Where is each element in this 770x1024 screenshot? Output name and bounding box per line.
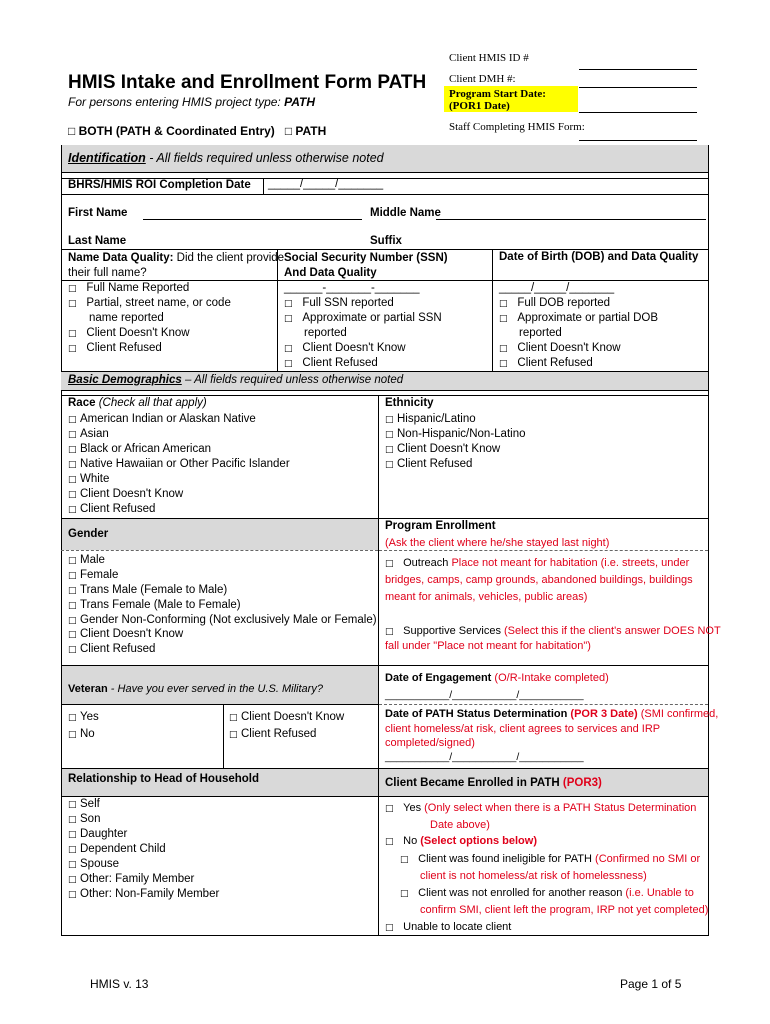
outreach-note-2: bridges, camps, camp grounds, abandoned buildings, buildings (385, 574, 693, 586)
rel-opt-spouse[interactable]: □ Spouse (68, 858, 120, 870)
program-enrollment-note: (Ask the client where he/she stayed last night) (385, 537, 610, 549)
footer-version: HMIS v. 13 (90, 977, 149, 991)
dob-heading: Date of Birth (DOB) and Data Quality (499, 251, 699, 263)
ssn-field[interactable]: ______-_______-_______ (284, 282, 420, 294)
gender-opt-transfemale[interactable]: □ Trans Female (Male to Female) (68, 599, 241, 611)
name-quality-heading: Name Data Quality: Did the client provide their full name? (68, 252, 285, 279)
enroll-opt-supportive[interactable]: □ Supportive Services (Select this if the client's answer DOES NOT (385, 625, 721, 637)
gender-opt-dontknow[interactable]: □ Client Doesn't Know (68, 628, 184, 640)
eth-opt-refused[interactable]: □ Client Refused (385, 458, 473, 470)
project-type-checks (68, 124, 326, 138)
notenrolled-note-2: confirm SMI, client left the program, IRP not yet completed) (420, 904, 709, 916)
race-opt-black[interactable]: □ Black or African American (68, 443, 212, 455)
enrolled-opt-notenrolled[interactable]: □ Client was not enrolled for another reason (i.e. Unable to (400, 887, 694, 899)
path-status-heading: Date of PATH Status Determination (POR 3 Date) (SMI confirmed, (385, 708, 719, 720)
ssn-opt-approx-cont: reported (304, 327, 347, 339)
demographics-heading: Basic Demographics – All fields required unless otherwise noted (68, 374, 404, 386)
gender-opt-nonconforming[interactable]: □ Gender Non-Conforming (Not exclusively Male or Female) (68, 614, 377, 626)
check-both-label: BOTH (PATH & Coordinated Entry) (78, 124, 275, 138)
check-path-label: PATH (295, 124, 327, 138)
engagement-date-field[interactable]: ___________/___________/___________ (385, 689, 584, 701)
path-status-note-2: client homeless/at risk, client agrees to services and IRP (385, 723, 661, 735)
path-status-date-field[interactable]: ___________/___________/___________ (385, 751, 584, 763)
veteran-opt-dontknow[interactable]: □ Client Doesn't Know (229, 711, 345, 723)
last-name-label: Last Name (68, 235, 127, 247)
eth-opt-dontknow[interactable]: □ Client Doesn't Know (385, 443, 501, 455)
first-name-label: First Name (68, 207, 128, 219)
gender-opt-transmale[interactable]: □ Trans Male (Female to Male) (68, 584, 228, 596)
checkbox-path[interactable]: □ (284, 124, 293, 138)
program-start-label: Program Start Date: (449, 88, 546, 100)
footer-page-number: Page 1 of 5 (620, 977, 682, 991)
name-opt-dontknow[interactable]: □ Client Doesn't Know (68, 327, 190, 339)
ssn-heading: Social Security Number (SSN) And Data Quality (284, 252, 448, 279)
relationship-heading: Relationship to Head of Household (68, 773, 260, 785)
client-dmh-field[interactable] (579, 87, 697, 88)
gender-opt-female[interactable]: □ Female (68, 569, 119, 581)
roi-date-field[interactable]: _____/_____/_______ (268, 178, 384, 190)
ssn-opt-approx[interactable]: □ Approximate or partial SSN (284, 312, 442, 324)
form-title: HMIS Intake and Enrollment Form PATH (68, 72, 427, 93)
race-opt-pacific[interactable]: □ Native Hawaiian or Other Pacific Islander (68, 458, 290, 470)
rel-opt-self[interactable]: □ Self (68, 798, 100, 810)
enrolled-opt-ineligible[interactable]: □ Client was found ineligible for PATH (Confirmed no SMI or (400, 853, 701, 865)
race-opt-native[interactable]: □ American Indian or Alaskan Native (68, 413, 256, 425)
middle-name-field[interactable] (436, 219, 706, 220)
ssn-opt-full[interactable]: □ Full SSN reported (284, 297, 394, 309)
name-opt-partial-cont: name reported (89, 312, 164, 324)
first-name-field[interactable] (143, 219, 362, 220)
client-hmis-id-label: Client HMIS ID # (449, 52, 529, 64)
eth-opt-hispanic[interactable]: □ Hispanic/Latino (385, 413, 476, 425)
enrolled-opt-no[interactable]: □ No (Select options below) (385, 835, 537, 847)
veteran-opt-yes[interactable]: □ Yes (68, 711, 99, 723)
name-opt-partial[interactable]: □ Partial, street name, or code (68, 297, 231, 309)
enrolled-opt-yes[interactable]: □ Yes (Only select when there is a PATH Status Determination (385, 802, 697, 814)
gender-heading: Gender (68, 528, 109, 540)
gender-bar (62, 519, 378, 550)
rel-opt-nonfamily[interactable]: □ Other: Non-Family Member (68, 888, 220, 900)
veteran-heading: Veteran - Have you ever served in the U.S. Military? (68, 683, 323, 695)
enrolled-heading: Client Became Enrolled in PATH (POR3) (385, 777, 602, 789)
program-start-highlight (444, 86, 578, 112)
ssn-opt-dontknow[interactable]: □ Client Doesn't Know (284, 342, 406, 354)
dob-opt-full[interactable]: □ Full DOB reported (499, 297, 611, 309)
rel-opt-daughter[interactable]: □ Daughter (68, 828, 128, 840)
outreach-note-3: meant for animals, vehicles, public areas) (385, 591, 588, 603)
enrolled-yes-note-2: Date above) (430, 819, 490, 831)
rel-opt-family[interactable]: □ Other: Family Member (68, 873, 195, 885)
name-opt-full[interactable]: □ Full Name Reported (68, 282, 190, 294)
roi-label: BHRS/HMIS ROI Completion Date (68, 179, 251, 191)
race-opt-white[interactable]: □ White (68, 473, 110, 485)
dob-field[interactable]: _____/_____/_______ (499, 282, 615, 294)
gender-opt-refused[interactable]: □ Client Refused (68, 643, 156, 655)
client-dmh-label: Client DMH #: (449, 73, 516, 85)
staff-completing-label: Staff Completing HMIS Form: (449, 121, 585, 133)
program-start-sublabel: (POR1 Date) (449, 100, 510, 112)
rel-opt-dependent[interactable]: □ Dependent Child (68, 843, 166, 855)
dob-opt-dontknow[interactable]: □ Client Doesn't Know (499, 342, 621, 354)
path-status-note-3: completed/signed) (385, 737, 475, 749)
ethnicity-heading: Ethnicity (385, 397, 434, 409)
veteran-opt-no[interactable]: □ No (68, 728, 95, 740)
program-enrollment-heading: Program Enrollment (385, 520, 496, 532)
name-opt-refused[interactable]: □ Client Refused (68, 342, 162, 354)
race-opt-dontknow[interactable]: □ Client Doesn't Know (68, 488, 184, 500)
enroll-opt-outreach[interactable]: □ Outreach Place not meant for habitation (i.e. streets, under (385, 557, 690, 569)
dob-opt-refused[interactable]: □ Client Refused (499, 357, 593, 369)
dob-opt-approx-cont: reported (519, 327, 562, 339)
staff-completing-field[interactable] (579, 140, 697, 141)
client-hmis-id-field[interactable] (579, 69, 697, 70)
race-heading: Race (Check all that apply) (68, 397, 207, 409)
rel-opt-son[interactable]: □ Son (68, 813, 101, 825)
checkbox-both[interactable]: □ (68, 124, 76, 138)
suffix-label: Suffix (370, 235, 402, 247)
middle-name-label: Middle Name (370, 207, 441, 219)
race-opt-asian[interactable]: □ Asian (68, 428, 109, 440)
supportive-note-2: fall under "Place not meant for habitation") (385, 640, 591, 652)
dob-opt-approx[interactable]: □ Approximate or partial DOB (499, 312, 659, 324)
gender-opt-male[interactable]: □ Male (68, 554, 105, 566)
ssn-opt-refused[interactable]: □ Client Refused (284, 357, 378, 369)
program-start-field[interactable] (579, 112, 697, 113)
eth-opt-nonhispanic[interactable]: □ Non-Hispanic/Non-Latino (385, 428, 526, 440)
race-opt-refused[interactable]: □ Client Refused (68, 503, 156, 515)
veteran-opt-refused[interactable]: □ Client Refused (229, 728, 317, 740)
form-subtitle: For persons entering HMIS project type: PATH (68, 95, 315, 109)
engagement-heading: Date of Engagement (O/R-Intake completed) (385, 672, 609, 684)
identification-heading: Identification - All fields required unless otherwise noted (68, 151, 384, 165)
ineligible-note-2: client is not homeless/at risk of homelessness) (420, 870, 647, 882)
enrolled-opt-unable[interactable]: □ Unable to locate client (385, 921, 512, 933)
